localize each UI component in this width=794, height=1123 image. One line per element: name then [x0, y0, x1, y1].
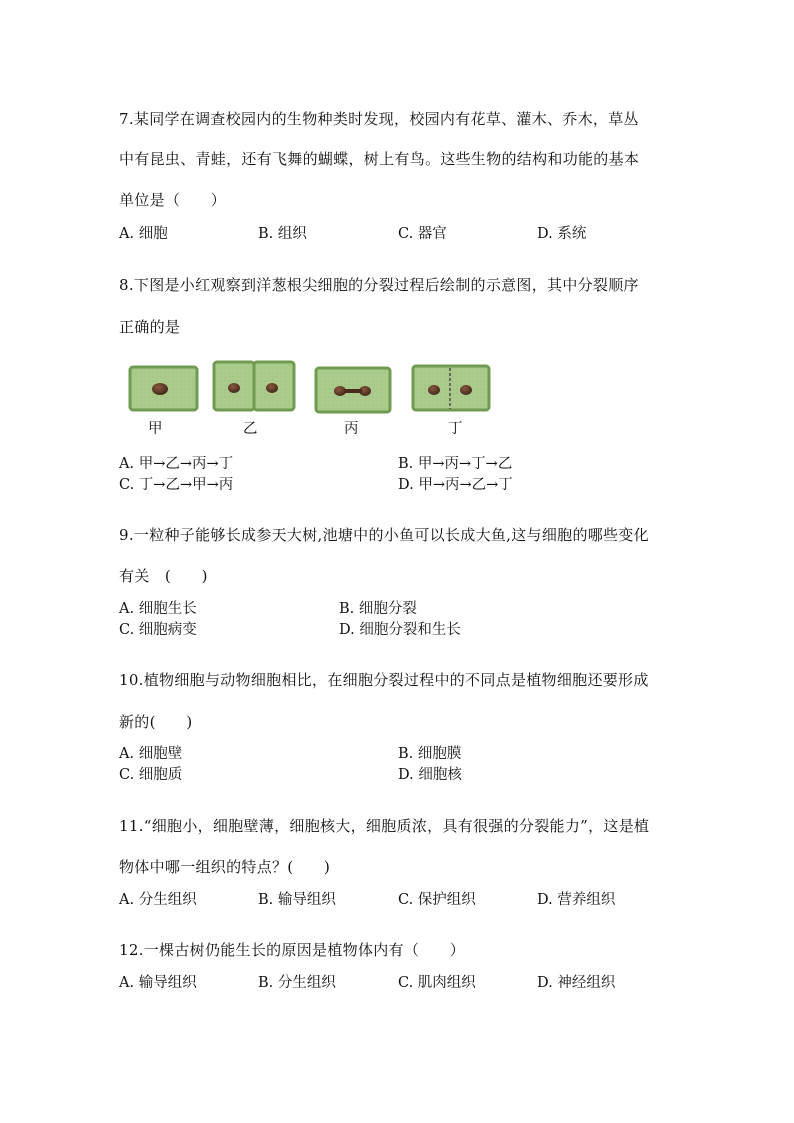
q11-option-d: D. 营养组织 [537, 892, 616, 908]
q11-text-line1: 11.“细胞小，细胞壁薄，细胞核大，细胞质浓，具有很强的分裂能力”，这是植 [119, 817, 650, 835]
q12-option-a: A. 输导组织 [119, 975, 197, 991]
q7-option-d: D. 系统 [537, 226, 587, 242]
q8-text-line1: 8.下图是小红观察到洋葱根尖细胞的分裂过程后绘制的示意图，其中分裂顺序 [119, 276, 639, 294]
q12-option-d: D. 神经组织 [537, 975, 616, 991]
q8-text-line2: 正确的是 [119, 318, 181, 336]
q12-text-line1: 12.一棵古树仍能生长的原因是植物体内有（ ） [119, 941, 466, 959]
q10-text-line1: 10.植物细胞与动物细胞相比，在细胞分裂过程中的不同点是植物细胞还要形成 [119, 671, 649, 689]
q10-option-d: D. 细胞核 [398, 767, 462, 783]
q9-option-b: B. 细胞分裂 [339, 601, 417, 617]
q9-text-line2: 有关 ( ) [119, 567, 208, 585]
q8-option-c: C. 丁→乙→甲→丙 [119, 477, 234, 493]
q10-option-b: B. 细胞膜 [398, 746, 462, 762]
q9-option-c: C. 细胞病变 [119, 622, 197, 638]
q7-option-b: B. 组织 [258, 226, 307, 242]
cell-yi [214, 362, 294, 410]
cell-bing [316, 368, 390, 412]
q7-option-c: C. 器官 [398, 226, 447, 242]
figure-label-ding: 丁 [448, 421, 463, 437]
q9-text-line1: 9.一粒种子能够长成参天大树,池塘中的小鱼可以长成大鱼,这与细胞的哪些变化 [119, 526, 649, 544]
q10-option-a: A. 细胞壁 [119, 746, 183, 762]
q12-option-b: B. 分生组织 [258, 975, 336, 991]
q12-option-c: C. 肌肉组织 [398, 975, 476, 991]
cell-jia [130, 367, 197, 410]
q11-option-a: A. 分生组织 [119, 892, 197, 908]
q10-option-c: C. 细胞质 [119, 767, 183, 783]
figure-label-bing: 丙 [344, 421, 359, 437]
q11-option-c: C. 保护组织 [398, 892, 476, 908]
q8-option-a: A. 甲→乙→丙→丁 [119, 456, 234, 472]
q11-option-b: B. 输导组织 [258, 892, 336, 908]
figure-label-jia: 甲 [148, 421, 163, 437]
q9-option-a: A. 细胞生长 [119, 601, 197, 617]
q7-text-line1: 7.某同学在调查校园内的生物种类时发现，校园内有花草、灌木、乔木，草丛 [119, 110, 639, 128]
q7-option-a: A. 细胞 [119, 226, 168, 242]
q9-option-d: D. 细胞分裂和生长 [339, 622, 461, 638]
q10-text-line2: 新的( ) [119, 713, 193, 731]
q7-text-line3: 单位是（ ） [119, 191, 227, 209]
q8-option-b: B. 甲→丙→丁→乙 [398, 456, 513, 472]
q7-text-line2: 中有昆虫、青蛙，还有飞舞的蝴蝶，树上有鸟。这些生物的结构和功能的基本 [119, 150, 640, 168]
figure-label-yi: 乙 [243, 421, 258, 437]
q8-option-d: D. 甲→丙→乙→丁 [398, 477, 513, 493]
cell-ding [413, 366, 489, 410]
q11-text-line2: 物体中哪一组织的特点？( ) [119, 858, 331, 876]
